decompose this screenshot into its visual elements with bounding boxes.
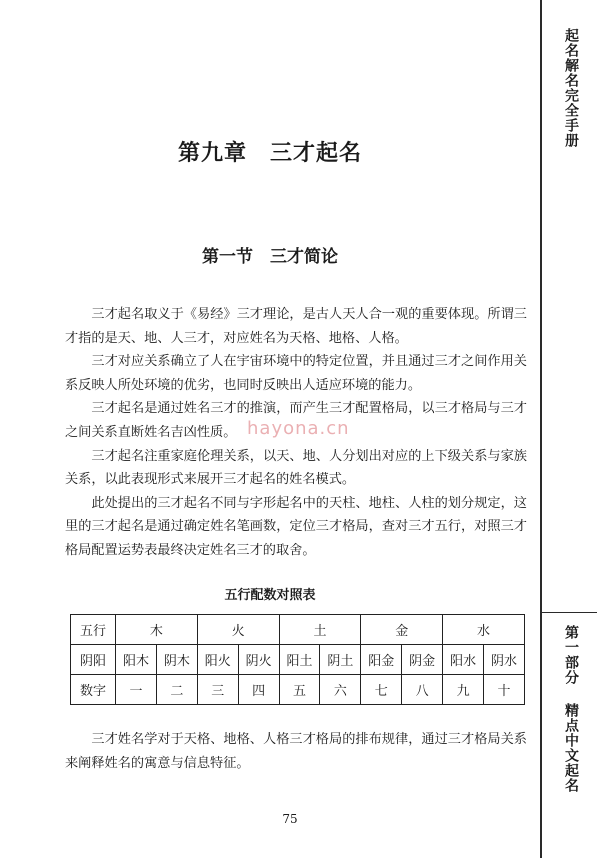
table-cell: 阴木	[156, 645, 197, 675]
table-cell: 阳土	[279, 645, 320, 675]
table-row	[71, 675, 525, 705]
sidebar-book-title: 起名解名完全手册	[563, 28, 579, 148]
table-cell: 阳水	[443, 645, 484, 675]
table-cell: 土	[279, 615, 361, 645]
row-header: 阴阳	[71, 645, 116, 675]
table-cell: 八	[402, 675, 443, 705]
table-cell: 七	[361, 675, 402, 705]
table-cell: 四	[238, 675, 279, 705]
row-header: 数字	[71, 675, 116, 705]
page-number: 75	[282, 812, 298, 826]
table-cell: 阴土	[320, 645, 361, 675]
paragraph: 三才对应关系确立了人在宇宙环境中的特定位置，并且通过三才之间作用关系反映人所处环境的优劣，也同时反映出人适应环境的能力。	[65, 354, 527, 393]
table-cell: 阴金	[402, 645, 443, 675]
table-cell: 水	[443, 615, 525, 645]
table-cell: 阴火	[238, 645, 279, 675]
table-cell: 九	[443, 675, 484, 705]
table-cell: 阳火	[197, 645, 238, 675]
margin-rule	[540, 0, 542, 858]
paragraph: 三才起名取义于《易经》三才理论，是古人天人合一观的重要体现。所谓三才指的是天、地、人三才，对应姓名为天格、地格、人格。	[65, 307, 527, 346]
watermark: hayona.cn	[247, 418, 350, 439]
wuxing-table	[70, 614, 525, 705]
sidebar-part-title: 精点中文起名	[563, 703, 579, 793]
chapter-title: 第九章 三才起名	[177, 141, 362, 166]
paragraph: 三才姓名学对于天格、地格、人格三才格局的排布规律，通过三才格局关系来阐释姓名的寓意与信息特征。	[65, 732, 527, 771]
sidebar-divider	[541, 612, 597, 613]
table-cell: 木	[116, 615, 198, 645]
table-cell: 三	[197, 675, 238, 705]
table-cell: 阳金	[361, 645, 402, 675]
table-cell: 火	[197, 615, 279, 645]
table-cell: 一	[116, 675, 157, 705]
table-title: 五行配数对照表	[224, 588, 316, 603]
closing-text	[65, 728, 527, 775]
section-title: 第一节 三才简论	[202, 247, 338, 267]
table-cell: 金	[361, 615, 443, 645]
paragraph: 三才起名注重家庭伦理关系，以天、地、人分划出对应的上下级关系与家族关系，以此表现形式来展开三才起名的姓名模式。	[65, 448, 527, 488]
sidebar-part: 第一部分	[563, 625, 579, 685]
paragraph: 此处提出的三才起名不同与字形起名中的天柱、地柱、人柱的划分规定，这里的三才起名是通过确定姓名笔画数，定位三才格局，查对三才五行，对照三才格局配置运势表最终决定姓名三才的取舍。	[65, 495, 527, 558]
table-cell: 五	[279, 675, 320, 705]
table-row	[71, 615, 525, 645]
row-header: 五行	[71, 615, 116, 645]
table-cell: 阴水	[484, 645, 525, 675]
paragraph: 三才起名是通过姓名三才的推演，而产生三才配置格局，以三才格局与三才之间关系直断姓名吉凶性质。	[65, 401, 527, 440]
table-cell: 十	[484, 675, 525, 705]
table-row	[71, 645, 525, 675]
table-cell: 六	[320, 675, 361, 705]
table-cell: 阳木	[116, 645, 157, 675]
table-cell: 二	[156, 675, 197, 705]
